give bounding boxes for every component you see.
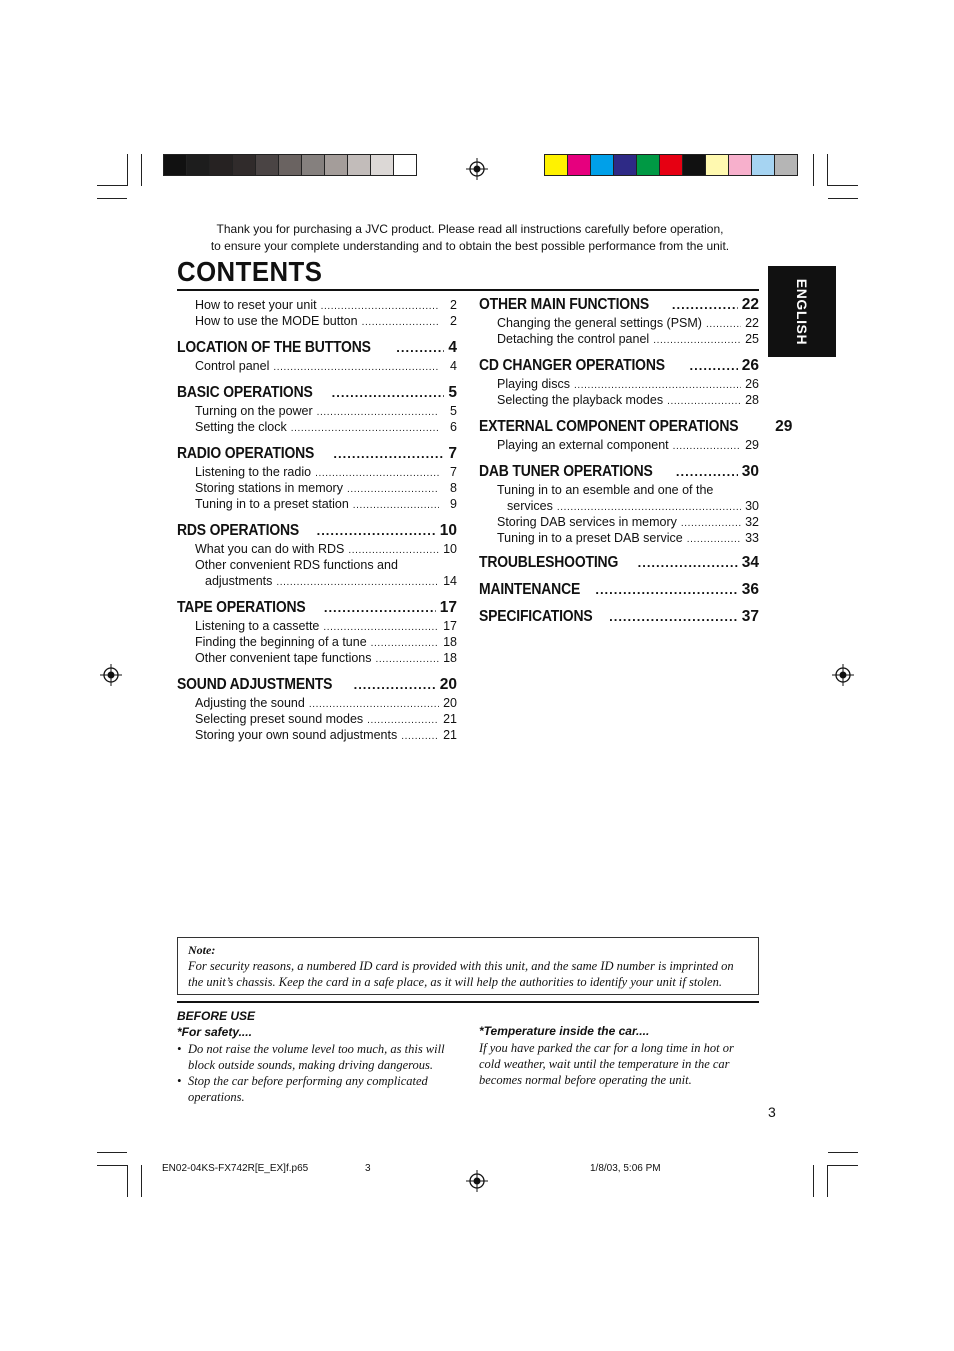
color-swatch (233, 154, 256, 176)
toc-section-page: 29 (775, 418, 793, 435)
leader-dots (291, 423, 439, 434)
color-swatch (568, 154, 591, 176)
section-rule (177, 1001, 759, 1003)
toc-section-page: 37 (741, 608, 759, 625)
toc-item-label: Adjusting the sound (195, 696, 305, 710)
leader-dots (676, 464, 738, 479)
toc-section-title (177, 339, 457, 359)
toc-section-page: 4 (448, 339, 457, 356)
toc-item-page: 18 (443, 635, 457, 649)
toc-item-label: How to use the MODE button (195, 314, 358, 328)
toc-item-page: 30 (745, 499, 759, 513)
leader-dots (315, 468, 439, 479)
toc-item-label: Tuning in to a preset DAB service (497, 531, 683, 545)
color-swatch (210, 154, 233, 176)
toc-section (479, 581, 759, 601)
toc-item (177, 465, 457, 481)
crop-mark (828, 1165, 858, 1166)
toc-item-page: 7 (450, 465, 457, 479)
color-swatch (775, 154, 798, 176)
crop-mark (97, 198, 127, 199)
intro-line: Thank you for purchasing a JVC product. Please read all instructions carefully before operation, (216, 222, 724, 236)
before-use-heading: BEFORE USE (177, 1009, 256, 1023)
toc-item (479, 499, 759, 515)
crop-mark (127, 154, 128, 186)
toc-section (177, 599, 457, 667)
toc-section-title (479, 554, 759, 574)
toc-item (177, 558, 457, 574)
temperature-heading-text: Temperature inside the car.... (483, 1024, 650, 1038)
toc-section-page: 20 (439, 676, 457, 693)
toc-item-label: adjustments (205, 574, 273, 588)
temp-line: becomes normal before operating the unit. (479, 1073, 692, 1087)
toc-section (479, 418, 793, 454)
bullet-icon: • (177, 1074, 182, 1088)
toc-item-page: 20 (443, 696, 457, 710)
toc-section (177, 522, 457, 590)
toc-section-page: 30 (741, 463, 759, 480)
toc-item-page: 21 (443, 712, 457, 726)
toc-section-label: TROUBLESHOOTING (479, 554, 619, 571)
toc-item (479, 515, 759, 531)
leader-dots (324, 600, 436, 615)
toc-item-page: 22 (745, 316, 759, 330)
leader-dots (321, 301, 439, 312)
crop-mark (141, 1165, 142, 1197)
toc-item-page: 14 (443, 574, 457, 588)
toc-section-label: OTHER MAIN FUNCTIONS (479, 296, 650, 313)
toc-section-label: SOUND ADJUSTMENTS (177, 676, 333, 693)
language-tab-label: ENGLISH (794, 278, 810, 345)
toc-item-page: 4 (450, 359, 457, 373)
page-title: CONTENTS (177, 256, 323, 287)
leader-dots (672, 297, 738, 312)
temperature-body (479, 1040, 751, 1088)
toc-section-label: BASIC OPERATIONS (177, 384, 313, 401)
toc-right-column (479, 296, 793, 628)
color-swatch (683, 154, 706, 176)
toc-section-label: CD CHANGER OPERATIONS (479, 357, 665, 374)
bullet-line: block outside sounds, making driving dangerous. (188, 1058, 434, 1072)
toc-section (479, 554, 759, 574)
toc-section (177, 445, 457, 513)
toc-item-label: Tuning in to an esemble and one of the (497, 483, 714, 497)
toc-item-label: Turning on the power (195, 404, 313, 418)
color-swatch (637, 154, 660, 176)
toc-section-title (479, 463, 759, 483)
temperature-heading: *Temperature inside the car.... (479, 1024, 650, 1038)
toc-section-label: DAB TUNER OPERATIONS (479, 463, 653, 480)
note-body (188, 958, 750, 990)
toc-item-label: Listening to a cassette (195, 619, 320, 633)
color-swatch (279, 154, 302, 176)
leader-dots (309, 699, 439, 710)
toc-item-page: 2 (450, 314, 457, 328)
toc-item-label: Finding the beginning of a tune (195, 635, 367, 649)
toc-item (479, 316, 759, 332)
toc-section (177, 339, 457, 375)
toc-section-title (177, 676, 457, 696)
leader-dots (323, 622, 439, 633)
toc-item (177, 574, 457, 590)
toc-section-title (177, 599, 457, 619)
title-rule (177, 289, 759, 291)
toc-item (177, 404, 457, 420)
toc-item-label: services (507, 499, 553, 513)
toc-item-page: 9 (450, 497, 457, 511)
toc-section-title (479, 608, 759, 628)
toc-item (177, 359, 457, 375)
toc-section (479, 608, 759, 628)
toc-item-page: 28 (745, 393, 759, 407)
toc-section-page: 26 (741, 357, 759, 374)
leader-dots (396, 340, 444, 355)
toc-item (177, 651, 457, 667)
leader-dots (353, 500, 439, 511)
toc-section-page: 10 (439, 522, 457, 539)
leader-dots (681, 518, 741, 529)
toc-item-label: Selecting the playback modes (497, 393, 664, 407)
toc-item-page: 10 (443, 542, 457, 556)
leader-dots (595, 582, 737, 597)
toc-item (479, 483, 759, 499)
color-swatch (348, 154, 371, 176)
footer-file: EN02-04KS-FX742R[E_EX]f.p65 (162, 1163, 309, 1174)
toc-item-label: Other convenient RDS functions and (195, 558, 398, 572)
color-swatch (729, 154, 752, 176)
gray-swatch-bar (163, 154, 417, 176)
intro-line: to ensure your complete understanding and to obtain the best possible performance from the unit. (210, 238, 730, 253)
toc-item-label: What you can do with RDS (195, 542, 345, 556)
toc-item (177, 542, 457, 558)
leader-dots (706, 319, 741, 330)
toc-section-label: RADIO OPERATIONS (177, 445, 315, 462)
toc-item-page: 32 (745, 515, 759, 529)
toc-section (479, 357, 759, 409)
leader-dots (317, 407, 439, 418)
leader-dots (690, 358, 738, 373)
toc-section-page: 17 (439, 599, 457, 616)
crop-mark (813, 1165, 814, 1197)
crop-mark (97, 1152, 127, 1153)
note-line: For security reasons, a numbered ID card is provided with this unit, and the same ID number is imprinted on (188, 959, 734, 973)
toc-left-column (177, 298, 457, 744)
toc-section-title (479, 296, 759, 316)
toc-item-label: Detaching the control panel (497, 332, 650, 346)
toc-item-label: How to reset your unit (195, 298, 317, 312)
toc-section-label: MAINTENANCE (479, 581, 581, 598)
registration-mark-icon (466, 1170, 488, 1192)
color-swatch (256, 154, 279, 176)
footer-page: 3 (365, 1163, 371, 1174)
leader-dots (667, 396, 741, 407)
toc-item (177, 712, 457, 728)
leader-dots (273, 362, 439, 373)
toc-item (177, 635, 457, 651)
color-swatch (325, 154, 348, 176)
toc-item-label: Storing DAB services in memory (497, 515, 677, 529)
color-swatch (371, 154, 394, 176)
crop-mark (127, 1165, 128, 1197)
leader-dots (574, 380, 741, 391)
leader-dots (276, 577, 439, 588)
crop-mark (828, 198, 858, 199)
toc-item-label: Selecting preset sound modes (195, 712, 364, 726)
registration-mark-icon (100, 664, 122, 686)
toc-item-page: 21 (443, 728, 457, 742)
color-swatch (163, 154, 187, 176)
toc-section-page: 5 (448, 384, 457, 401)
color-swatch (706, 154, 729, 176)
leader-dots (317, 523, 436, 538)
toc-section-title (177, 384, 457, 404)
toc-section-title (479, 418, 793, 438)
leader-dots (332, 385, 445, 400)
color-swatch (544, 154, 568, 176)
color-swatch-bar (544, 154, 798, 176)
toc-item (177, 298, 457, 314)
toc-item (177, 728, 457, 744)
bullet-line: Stop the car before performing any complicated (188, 1074, 428, 1088)
security-note-box (177, 937, 759, 995)
toc-item-page: 25 (745, 332, 759, 346)
leader-dots (347, 484, 439, 495)
color-swatch (394, 154, 417, 176)
leader-dots (687, 534, 741, 545)
color-swatch (614, 154, 637, 176)
toc-item (177, 314, 457, 330)
toc-item-page: 29 (745, 438, 759, 452)
safety-bullet (177, 1073, 457, 1105)
temp-line: If you have parked the car for a long time in hot or (479, 1041, 734, 1055)
toc-item-page: 26 (745, 377, 759, 391)
bullet-icon: • (177, 1042, 182, 1056)
crop-mark (813, 154, 814, 186)
safety-heading: *For safety.... (177, 1025, 252, 1039)
leader-dots (367, 715, 439, 726)
toc-item-page: 18 (443, 651, 457, 665)
color-swatch (302, 154, 325, 176)
toc-item (177, 696, 457, 712)
toc-section-title (479, 581, 759, 601)
bullet-line: operations. (188, 1090, 245, 1104)
toc-item (177, 497, 457, 513)
toc-section (479, 463, 759, 547)
color-swatch (660, 154, 683, 176)
toc-section-page: 22 (741, 296, 759, 313)
crop-mark (97, 1165, 127, 1166)
toc-item-label: Listening to the radio (195, 465, 312, 479)
toc-section (177, 676, 457, 744)
leader-dots (653, 335, 741, 346)
toc-section-label: EXTERNAL COMPONENT OPERATIONS (479, 418, 739, 435)
toc-item (479, 393, 759, 409)
leader-dots (401, 731, 439, 742)
safety-heading-text: For safety.... (181, 1025, 252, 1039)
toc-item-label: Storing your own sound adjustments (195, 728, 398, 742)
leader-dots (348, 545, 439, 556)
safety-bullet (177, 1041, 457, 1073)
toc-section-label: LOCATION OF THE BUTTONS (177, 339, 371, 356)
color-swatch (752, 154, 775, 176)
crop-mark (97, 185, 127, 186)
toc-item-label: Tuning in to a preset station (195, 497, 349, 511)
toc-item-label: Changing the general settings (PSM) (497, 316, 702, 330)
toc-item (177, 420, 457, 436)
note-line: the unit’s chassis. Keep the card in a safe place, as it will help the authorities to identify your unit if stolen. (188, 975, 722, 989)
crop-mark (141, 154, 142, 186)
leader-dots (333, 446, 444, 461)
toc-item-page: 8 (450, 481, 457, 495)
language-tab (768, 266, 836, 357)
toc-section (177, 298, 457, 330)
toc-item-page: 33 (745, 531, 759, 545)
color-swatch (591, 154, 614, 176)
toc-item (479, 332, 759, 348)
toc-item-label: Playing an external component (497, 438, 669, 452)
toc-item-page: 2 (450, 298, 457, 312)
leader-dots (557, 502, 741, 513)
note-heading: Note: (188, 943, 216, 957)
registration-mark-icon (466, 158, 488, 180)
toc-item (177, 619, 457, 635)
toc-section-page: 34 (741, 554, 759, 571)
toc-item-label: Playing discs (497, 377, 570, 391)
toc-item (177, 481, 457, 497)
toc-item-label: Setting the clock (195, 420, 287, 434)
toc-item-label: Control panel (195, 359, 270, 373)
toc-section (177, 384, 457, 436)
bullet-line: Do not raise the volume level too much, as this will (188, 1042, 445, 1056)
toc-item (479, 531, 759, 547)
page-number: 3 (768, 1104, 776, 1120)
toc-section (479, 296, 759, 348)
toc-item-page: 17 (443, 619, 457, 633)
temp-line: cold weather, wait until the temperature in the car (479, 1057, 730, 1071)
crop-mark (828, 1152, 858, 1153)
toc-item-label: Other convenient tape functions (195, 651, 372, 665)
leader-dots (376, 654, 439, 665)
toc-item-label: Storing stations in memory (195, 481, 343, 495)
toc-item-page: 5 (450, 404, 457, 418)
toc-section-page: 7 (448, 445, 457, 462)
toc-item (479, 377, 759, 393)
footer-date: 1/8/03, 5:06 PM (590, 1163, 661, 1174)
toc-section-label: SPECIFICATIONS (479, 608, 593, 625)
toc-section-title (177, 522, 457, 542)
leader-dots (362, 317, 439, 328)
leader-dots (354, 677, 436, 692)
crop-mark (828, 185, 858, 186)
toc-section-label: RDS OPERATIONS (177, 522, 300, 539)
toc-section-title (177, 445, 457, 465)
registration-mark-icon (832, 664, 854, 686)
color-swatch (187, 154, 210, 176)
toc-section-title (479, 357, 759, 377)
toc-section-page: 36 (741, 581, 759, 598)
leader-dots (673, 441, 741, 452)
leader-dots (371, 638, 439, 649)
toc-item (479, 438, 759, 454)
toc-item-page: 6 (450, 420, 457, 434)
crop-mark (827, 1165, 828, 1197)
crop-mark (827, 154, 828, 186)
toc-section-label: TAPE OPERATIONS (177, 599, 306, 616)
leader-dots (638, 555, 738, 570)
leader-dots (609, 609, 738, 624)
intro-text (160, 221, 780, 254)
